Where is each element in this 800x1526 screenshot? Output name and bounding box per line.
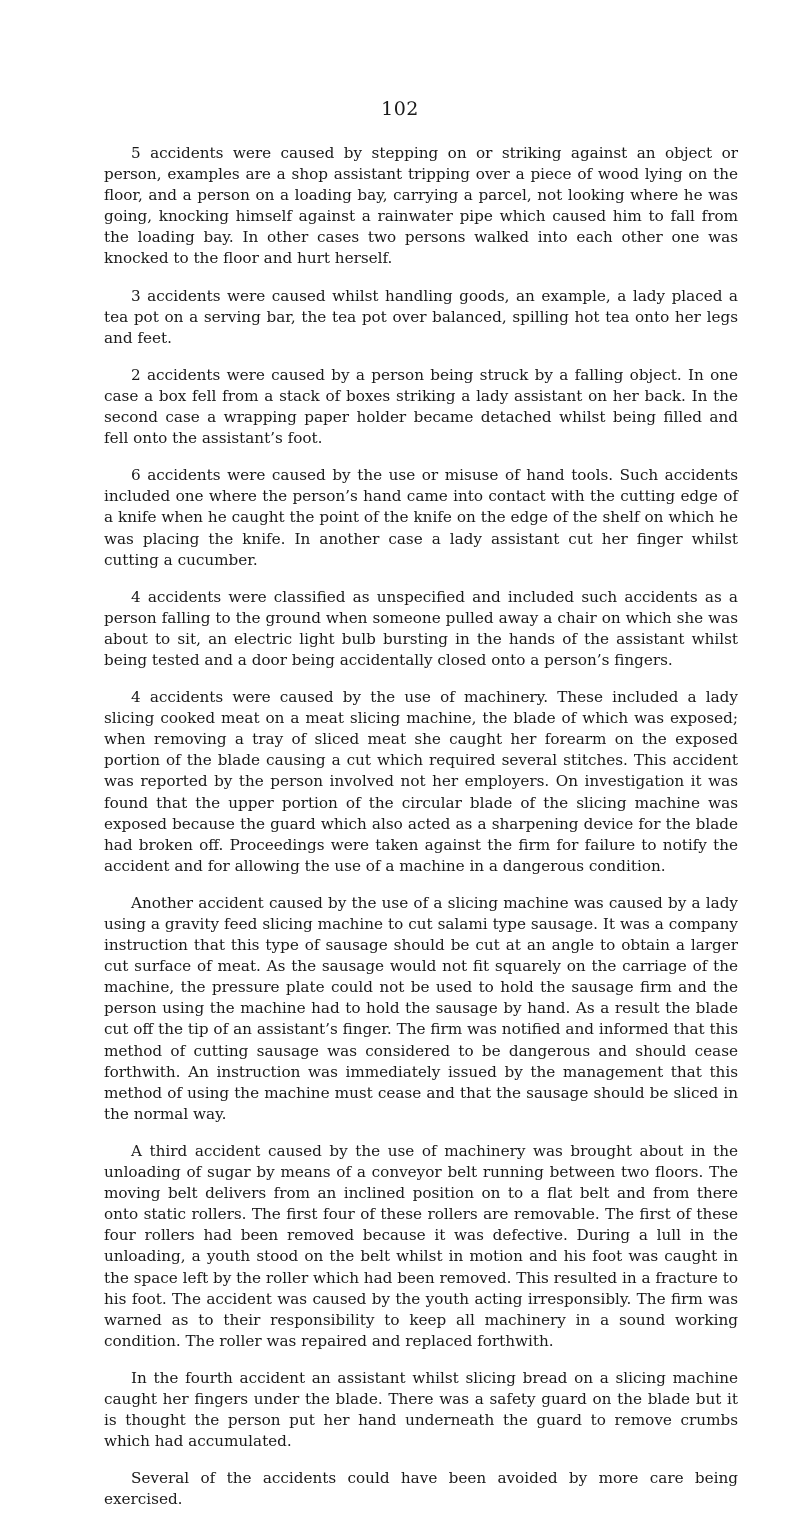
paragraph-hand-tools: 6 accidents were caused by the use or misuse of hand tools. Such accidents included one where the person’s hand came into contact with the cutting edge of a knife when he caught the point of the knife on the edge of the shelf on which he was placing the knife. In another case a lady assistant cut her finger whilst cutting a cucumber. [104, 466, 738, 569]
paragraph-handling-goods: 3 accidents were caused whilst handling goods, an example, a lady placed a tea pot on a serving bar, the tea pot over balanced, spilling hot tea onto her legs and feet. [104, 286, 738, 347]
paragraph-machinery: 4 accidents were caused by the use of machinery. These included a lady slicing cooked meat on a meat slicing machine, the blade of which was exposed; when removing a tray of sliced meat she caught her forearm on the exposed portion of the blade causing a cut which required several stitches. This accident was reported by the person involved not her employers. On investigation it was found that the upper portion of the circular blade of the slicing machine was exposed because the guard which also acted as a sharpening device for the blade had broken off. Proceedings were taken against the firm for failure to notify the accident and for allowing the use of a machine in a dangerous condition. [104, 688, 738, 875]
paragraph-bread-slicer: In the fourth accident an assistant whilst slicing bread on a slicing machine caught her fingers under the blade. There was a safety guard on the blade but it is thought the person put her hand underneath the guard to remove crumbs which had accumulated. [104, 1368, 738, 1451]
paragraph-slicing-machine: Another accident caused by the use of a slicing machine was caused by a lady using a gravity feed slicing machine to cut salami type sausage. It was a company instruction that this type of sausage should be cut at an angle to obtain a larger cut surface of meat. As the sausage would not fit squarely on the carriage of the machine, the pressure plate could not be used to hold the sausage firm and the person using the machine had to hold the sausage by hand. As a result the blade cut off the tip of an assistant’s finger. The firm was notified and informed that this method of cutting sausage was considered to be dangerous and should cease forthwith. An instruction was immediately issued by the management that this method of using the machine must cease and that the sausage should be sliced in the normal way. [104, 893, 738, 1123]
paragraph-stepping-accidents: 5 accidents were caused by stepping on or striking against an object or person, examples are a shop assistant tripping over a piece of wood lying on the floor, and a person on a loading bay, carrying a parcel, not looking where he was going, knocking himself against a rainwater pipe which caused him to fall from the loading bay. In other cases two persons walked into each other one was knocked to the floor and hurt herself. [104, 144, 738, 268]
paragraph-conclusion: Several of the accidents could have been avoided by more care being exercised. [104, 1469, 738, 1509]
paragraph-falling-object: 2 accidents were caused by a person being struck by a falling object. In one case a box fell from a stack of boxes striking a lady assistant on her back. In the second case a wrapping paper holder became detached whilst being filled and fell onto the assistant’s foot. [104, 365, 738, 448]
document-body [104, 143, 738, 1526]
page-number: 102 [381, 98, 419, 120]
paragraph-conveyor-belt: A third accident caused by the use of machinery was brought about in the unloading of sugar by means of a conveyor belt running between two floors. The moving belt delivers from an inclined position on to a flat belt and from there onto static rollers. The first four of these rollers are removable. The first of these four rollers had been removed because it was defective. During a lull in the unloading, a youth stood on the belt whilst in motion and his foot was caught in the space left by the roller which had been removed. This resulted in a fracture to his foot. The accident was caused by the youth acting irresponsibly. The firm was warned as to their responsibility to keep all machinery in a sound working condition. The roller was repaired and replaced forthwith. [104, 1141, 738, 1350]
paragraph-unspecified: 4 accidents were classified as unspecified and included such accidents as a person falling to the ground when someone pulled away a chair on which she was about to sit, an electric light bulb bursting in the hands of the assistant whilst being tested and a door being accidentally closed onto a person’s fingers. [104, 587, 738, 669]
